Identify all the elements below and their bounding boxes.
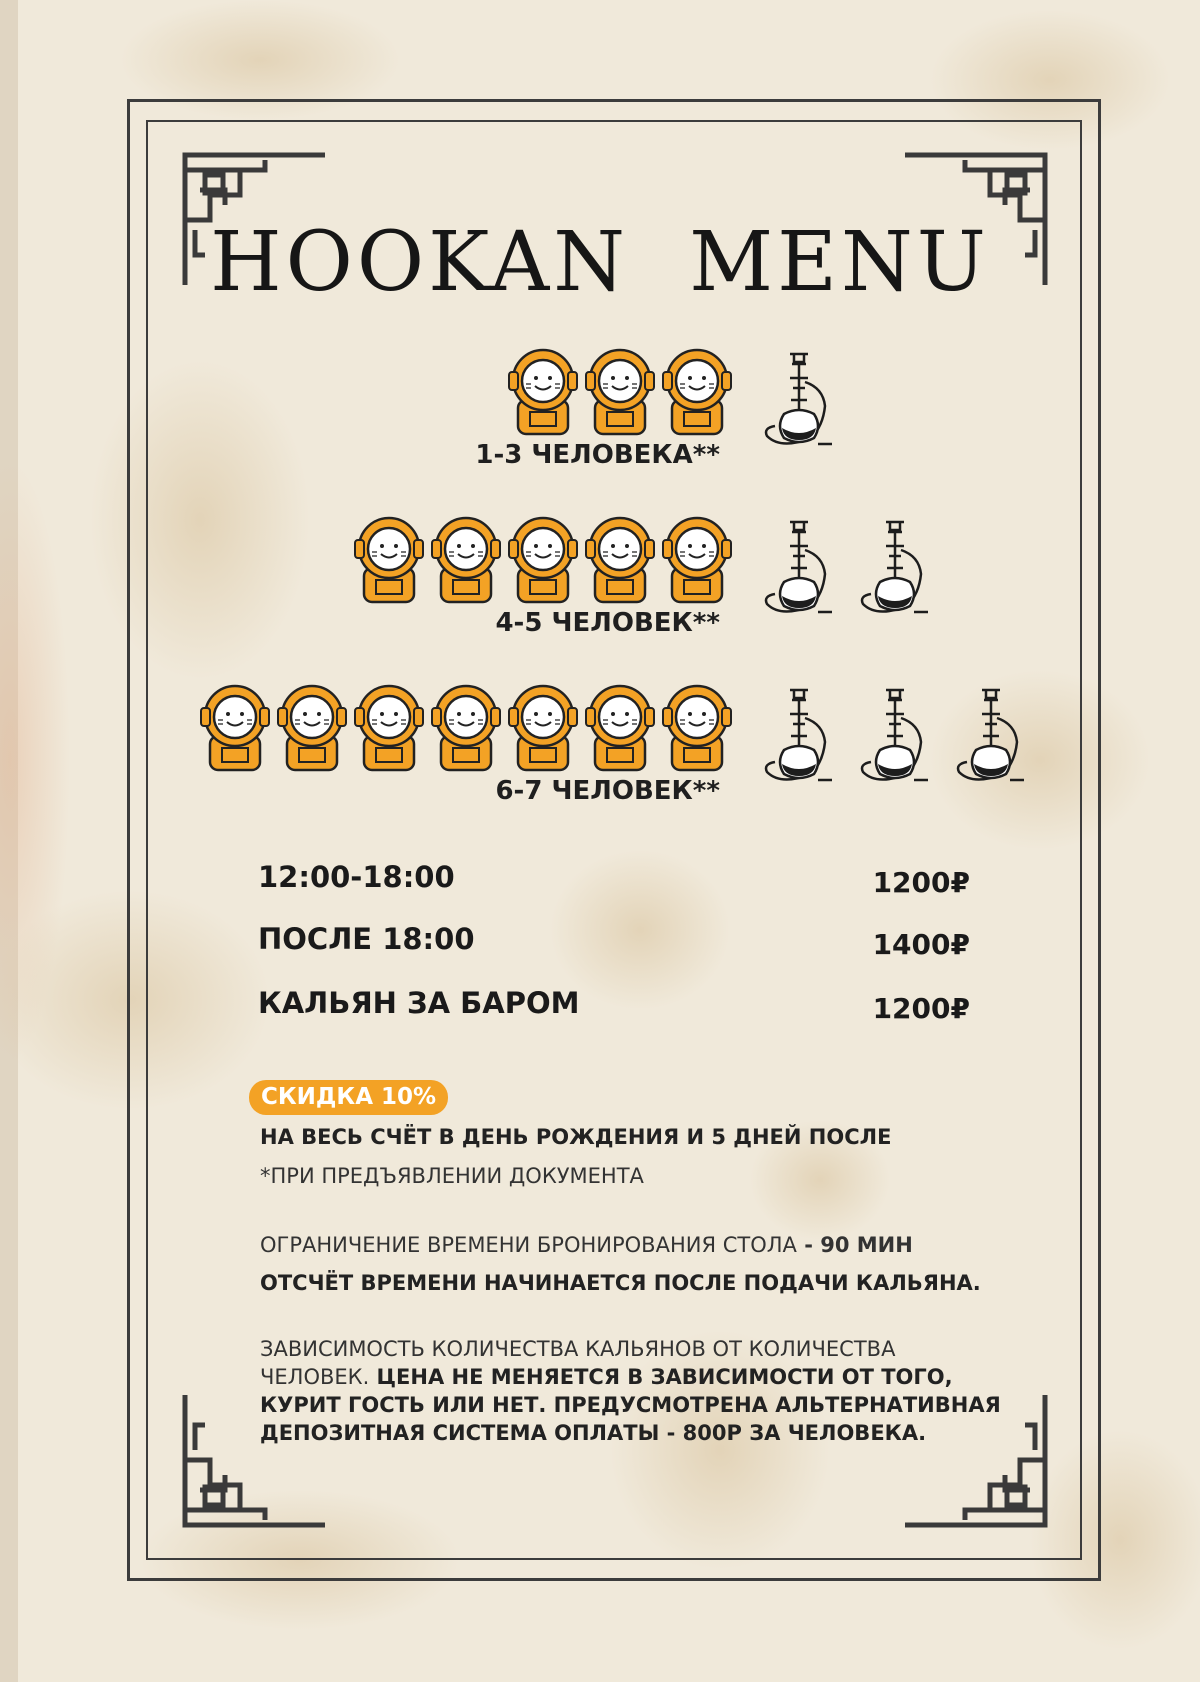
person-mascot-icon: [508, 684, 578, 772]
discount-line: НА ВЕСЬ СЧЁТ В ДЕНЬ РОЖДЕНИЯ И 5 ДНЕЙ ПОСЛЕ: [260, 1125, 892, 1149]
person-mascot-icon: [354, 684, 424, 772]
dependency-line-2: [260, 1365, 953, 1389]
group-1-people: [508, 348, 732, 436]
person-mascot-icon: [662, 516, 732, 604]
person-mascot-icon: [508, 348, 578, 436]
person-mascot-icon: [585, 684, 655, 772]
title-word-2: MENU: [689, 215, 990, 310]
group-1-label: 1-3 ЧЕЛОВЕКА**: [475, 440, 720, 470]
person-mascot-icon: [585, 348, 655, 436]
person-mascot-icon: [431, 684, 501, 772]
dependency-line-1: ЗАВИСИМОСТЬ КОЛИЧЕСТВА КАЛЬЯНОВ ОТ КОЛИЧЕСТВА: [260, 1337, 896, 1361]
discount-badge: СКИДКА 10%: [249, 1080, 448, 1115]
hookah-icon: [762, 348, 840, 456]
hookah-icon: [762, 684, 840, 792]
title-word-1: HOOKAN: [210, 215, 630, 310]
person-mascot-icon: [200, 684, 270, 772]
person-mascot-icon: [431, 516, 501, 604]
price-value: 1200₽: [872, 866, 970, 899]
person-mascot-icon: [585, 516, 655, 604]
hookah-icon: [762, 516, 840, 624]
booking-line-1-regular: ОГРАНИЧЕНИЕ ВРЕМЕНИ БРОНИРОВАНИЯ СТОЛА: [260, 1233, 797, 1257]
person-mascot-icon: [277, 684, 347, 772]
booking-line-2: ОТСЧЁТ ВРЕМЕНИ НАЧИНАЕТСЯ ПОСЛЕ ПОДАЧИ КАЛЬЯНА.: [260, 1271, 981, 1295]
price-row: [258, 986, 970, 1026]
group-3-people: [200, 684, 732, 772]
group-2-label: 4-5 ЧЕЛОВЕК**: [495, 608, 720, 638]
group-1-hookahs: [762, 348, 840, 456]
person-mascot-icon: [662, 348, 732, 436]
hookah-icon: [954, 684, 1032, 792]
group-3-label: 6-7 ЧЕЛОВЕК**: [495, 776, 720, 806]
group-2-hookahs: [762, 516, 936, 624]
price-label: ПОСЛЕ 18:00: [258, 922, 475, 956]
booking-limit: - 90 МИН: [796, 1233, 913, 1257]
price-row: [258, 860, 970, 900]
discount-note: *ПРИ ПРЕДЪЯВЛЕНИИ ДОКУМЕНТА: [260, 1164, 644, 1188]
price-value: 1200₽: [872, 992, 970, 1025]
hookah-icon: [858, 516, 936, 624]
person-mascot-icon: [508, 516, 578, 604]
price-label: КАЛЬЯН ЗА БАРОМ: [258, 986, 580, 1020]
group-2-people: [354, 516, 732, 604]
dependency-line-2-bold: ЦЕНА НЕ МЕНЯЕТСЯ В ЗАВИСИМОСТИ ОТ ТОГО,: [369, 1365, 953, 1389]
dependency-line-4: ДЕПОЗИТНАЯ СИСТЕМА ОПЛАТЫ - 800Р ЗА ЧЕЛОВЕКА.: [260, 1421, 927, 1445]
hookah-icon: [858, 684, 936, 792]
booking-line-1: [260, 1233, 913, 1257]
price-label: 12:00-18:00: [258, 860, 455, 894]
price-value: 1400₽: [872, 928, 970, 961]
page-title: [0, 215, 1200, 310]
price-row: [258, 922, 970, 962]
group-3-hookahs: [762, 684, 1032, 792]
person-mascot-icon: [662, 684, 732, 772]
dependency-line-2-regular: ЧЕЛОВЕК.: [260, 1365, 370, 1389]
dependency-line-3: КУРИТ ГОСТЬ ИЛИ НЕТ. ПРЕДУСМОТРЕНА АЛЬТЕРНАТИВНАЯ: [260, 1393, 1001, 1417]
person-mascot-icon: [354, 516, 424, 604]
